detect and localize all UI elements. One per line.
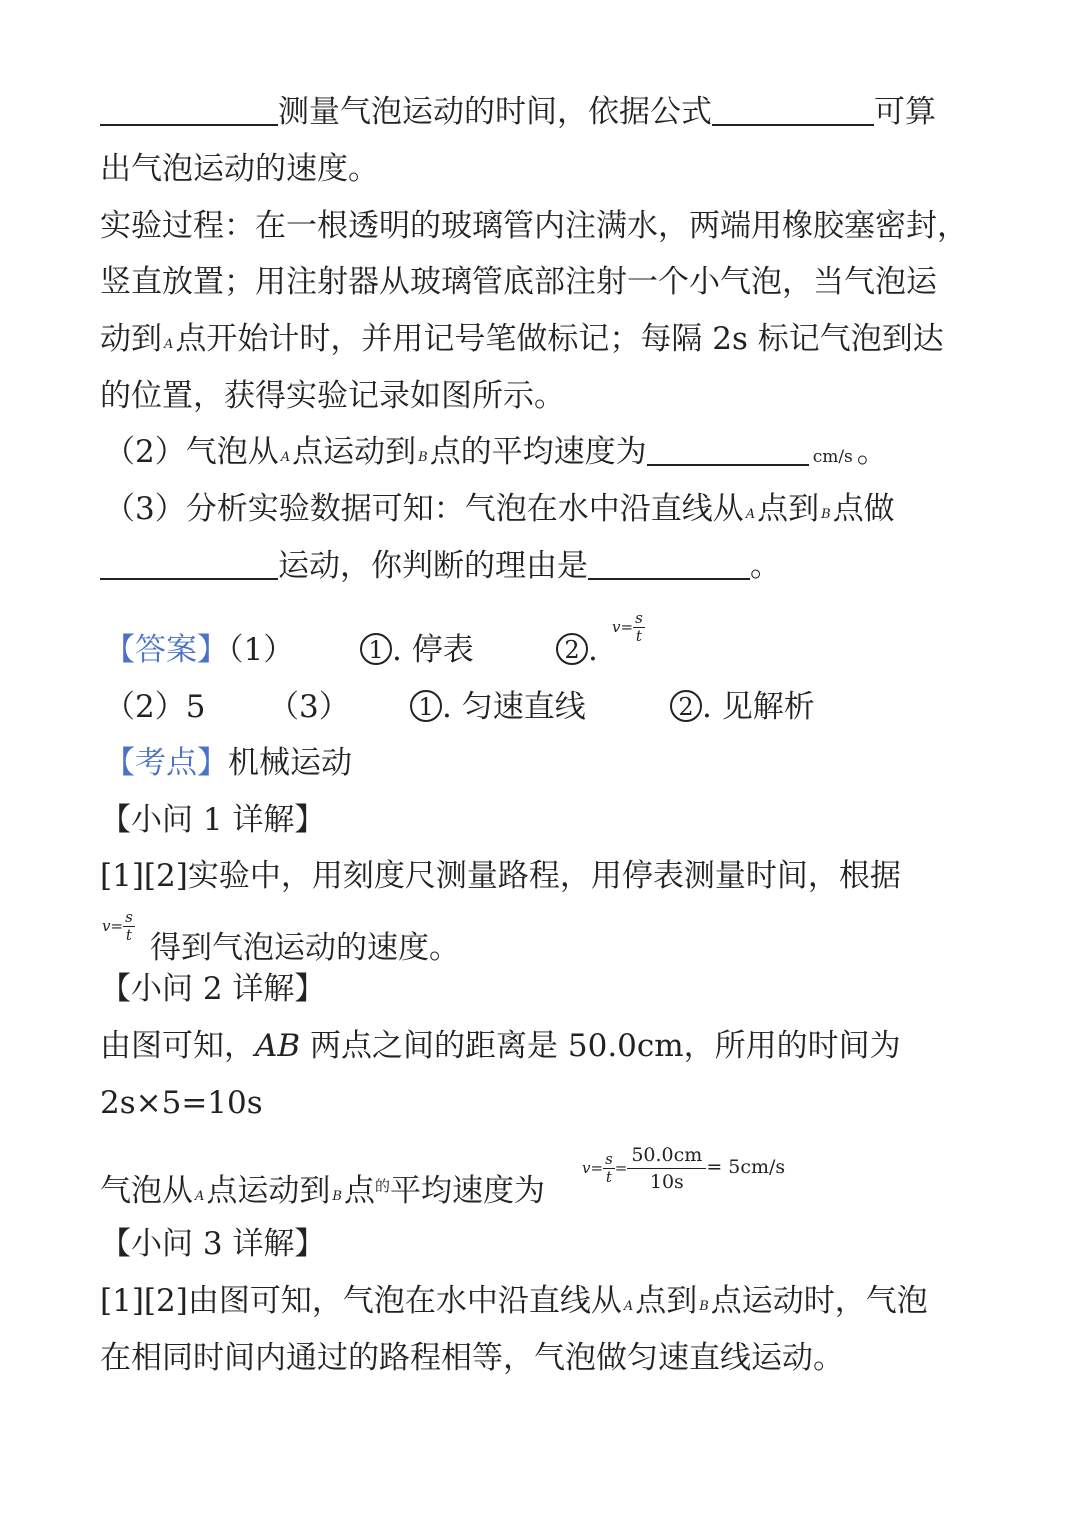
- fraction-denominator: t: [605, 1168, 612, 1186]
- question-line-2: 出气泡运动的速度。: [100, 151, 379, 187]
- line-text: 点运动时，气泡: [710, 1283, 928, 1319]
- formula-eq: =: [614, 1159, 628, 1177]
- line-text: 。: [750, 548, 781, 584]
- sub1-line-2: 得到气泡运动的速度。: [150, 930, 460, 966]
- line-text: 点运动到: [206, 1173, 331, 1209]
- formula-var: v: [612, 618, 621, 636]
- fraction-numerator: s: [635, 609, 643, 627]
- fraction-denominator: t: [635, 627, 642, 645]
- line-text: 气泡从: [100, 1173, 193, 1209]
- answer-text: . 匀速直线: [442, 689, 586, 725]
- fraction-numerator: 50.0cm: [627, 1142, 706, 1169]
- sub3-title: 【小问 3 详解】: [100, 1226, 326, 1262]
- fraction-numerator: s: [605, 1150, 613, 1168]
- answer-blank[interactable]: [647, 434, 809, 466]
- question-3: [104, 489, 895, 535]
- line-text: 平均速度为: [389, 1173, 545, 1209]
- value-fraction: [627, 1142, 706, 1195]
- line-text: 点开始计时，并用记号笔做标记；每隔 2s 标记气泡到达: [175, 321, 944, 357]
- formula-var: v: [102, 917, 111, 935]
- question-line-5: [100, 319, 944, 365]
- answer-blank[interactable]: [712, 94, 874, 126]
- circled-number: 2: [670, 690, 702, 722]
- answer-part: （1）: [228, 632, 295, 668]
- sub2-line-3: [100, 1166, 545, 1217]
- circled-number: 1: [360, 633, 392, 665]
- sub2-title: 【小问 2 详解】: [100, 971, 326, 1007]
- fraction-denominator: 10s: [649, 1171, 684, 1193]
- line-text: 点: [343, 1173, 375, 1209]
- kaodian-line: [104, 743, 352, 783]
- formula-eq: =: [620, 618, 634, 636]
- velocity-formula: [102, 909, 135, 944]
- formula-var: v: [582, 1159, 591, 1177]
- line-text: 点做: [832, 491, 895, 527]
- sub2-line-2: 2s×5=10s: [100, 1085, 263, 1121]
- circled-number: 1: [410, 690, 442, 722]
- answer-item-1: [360, 630, 474, 670]
- question-3-line-2: [100, 546, 781, 586]
- line-text: [1][2]由图可知，气泡在水中沿直线从: [100, 1283, 622, 1319]
- formula-fraction: [603, 1151, 615, 1186]
- question-line-1: [100, 92, 936, 132]
- small-char: 的: [374, 1177, 390, 1195]
- line-text: 动到: [100, 321, 162, 357]
- line-text: 两点之间的距离是 50.0cm，所用的时间为: [300, 1028, 901, 1064]
- formula-result: = 5cm/s: [706, 1156, 786, 1178]
- sub1-line-1: [1][2]实验中，用刻度尺测量路程，用停表测量时间，根据: [100, 858, 901, 894]
- answer-label: 【答案】: [104, 632, 228, 668]
- line-text: 点运动到: [292, 434, 417, 470]
- answer-part-3: （3）: [268, 689, 350, 725]
- line-text: 点到: [635, 1283, 698, 1319]
- line-text: 由图可知，: [100, 1028, 255, 1064]
- answer-line-1: [104, 630, 294, 670]
- answer-item-2: [556, 630, 598, 670]
- segment-label: AB: [255, 1028, 301, 1064]
- answer-blank[interactable]: [100, 548, 278, 580]
- answer-line-2: （2）5: [104, 689, 206, 725]
- kaodian-text: 机械运动: [228, 745, 352, 781]
- line-text: （2）气泡从: [104, 434, 279, 470]
- answer-text: . 见解析: [702, 689, 815, 725]
- formula-eq: =: [590, 1159, 604, 1177]
- answer2-item-1: [410, 687, 586, 727]
- average-velocity-formula: [582, 1142, 785, 1195]
- point-label: A: [745, 507, 756, 522]
- circled-number: 2: [556, 633, 588, 665]
- question-line-4: 竖直放置；用注射器从玻璃管底部注射一个小气泡，当气泡运: [100, 264, 937, 300]
- point-label: B: [418, 450, 428, 465]
- question-line-6: 的位置，获得实验记录如图所示。: [100, 378, 565, 414]
- point-label: B: [332, 1189, 342, 1204]
- answer-blank[interactable]: [100, 94, 278, 126]
- point-label: A: [623, 1299, 634, 1314]
- fraction-denominator: t: [125, 926, 132, 944]
- fraction-numerator: s: [125, 908, 133, 926]
- line-text: （3）分析实验数据可知：气泡在水中沿直线从: [104, 491, 744, 527]
- point-label: B: [821, 507, 831, 522]
- sub1-title: 【小问 1 详解】: [100, 802, 326, 838]
- sub3-line-1: [100, 1281, 928, 1327]
- point-label: A: [280, 450, 291, 465]
- point-label: A: [195, 1189, 205, 1204]
- point-label: B: [699, 1299, 709, 1314]
- velocity-formula: [612, 610, 645, 645]
- question-2: [104, 432, 888, 478]
- line-text: 点的平均速度为: [429, 434, 647, 470]
- point-label: A: [164, 337, 174, 352]
- line-text: 。: [856, 434, 888, 470]
- formula-eq: =: [110, 917, 124, 935]
- answer-text: .: [588, 632, 598, 668]
- question-line-3: 实验过程：在一根透明的玻璃管内注满水，两端用橡胶塞密封，: [100, 208, 968, 244]
- answer2-item-2: [670, 687, 815, 727]
- line-text: 测量气泡运动的时间，依据公式: [278, 94, 712, 130]
- kaodian-label: 【考点】: [104, 745, 228, 781]
- line-text: 可算: [874, 94, 936, 130]
- line-text: 运动，你判断的理由是: [278, 548, 588, 584]
- sub2-line-1: [100, 1026, 901, 1066]
- sub3-line-2: 在相同时间内通过的路程相等，气泡做匀速直线运动。: [100, 1340, 844, 1376]
- formula-fraction: [123, 909, 135, 944]
- unit-label: cm/s: [812, 447, 853, 467]
- answer-blank[interactable]: [588, 548, 750, 580]
- formula-fraction: [633, 610, 645, 645]
- answer-text: . 停表: [392, 632, 474, 668]
- line-text: 点到: [757, 491, 820, 527]
